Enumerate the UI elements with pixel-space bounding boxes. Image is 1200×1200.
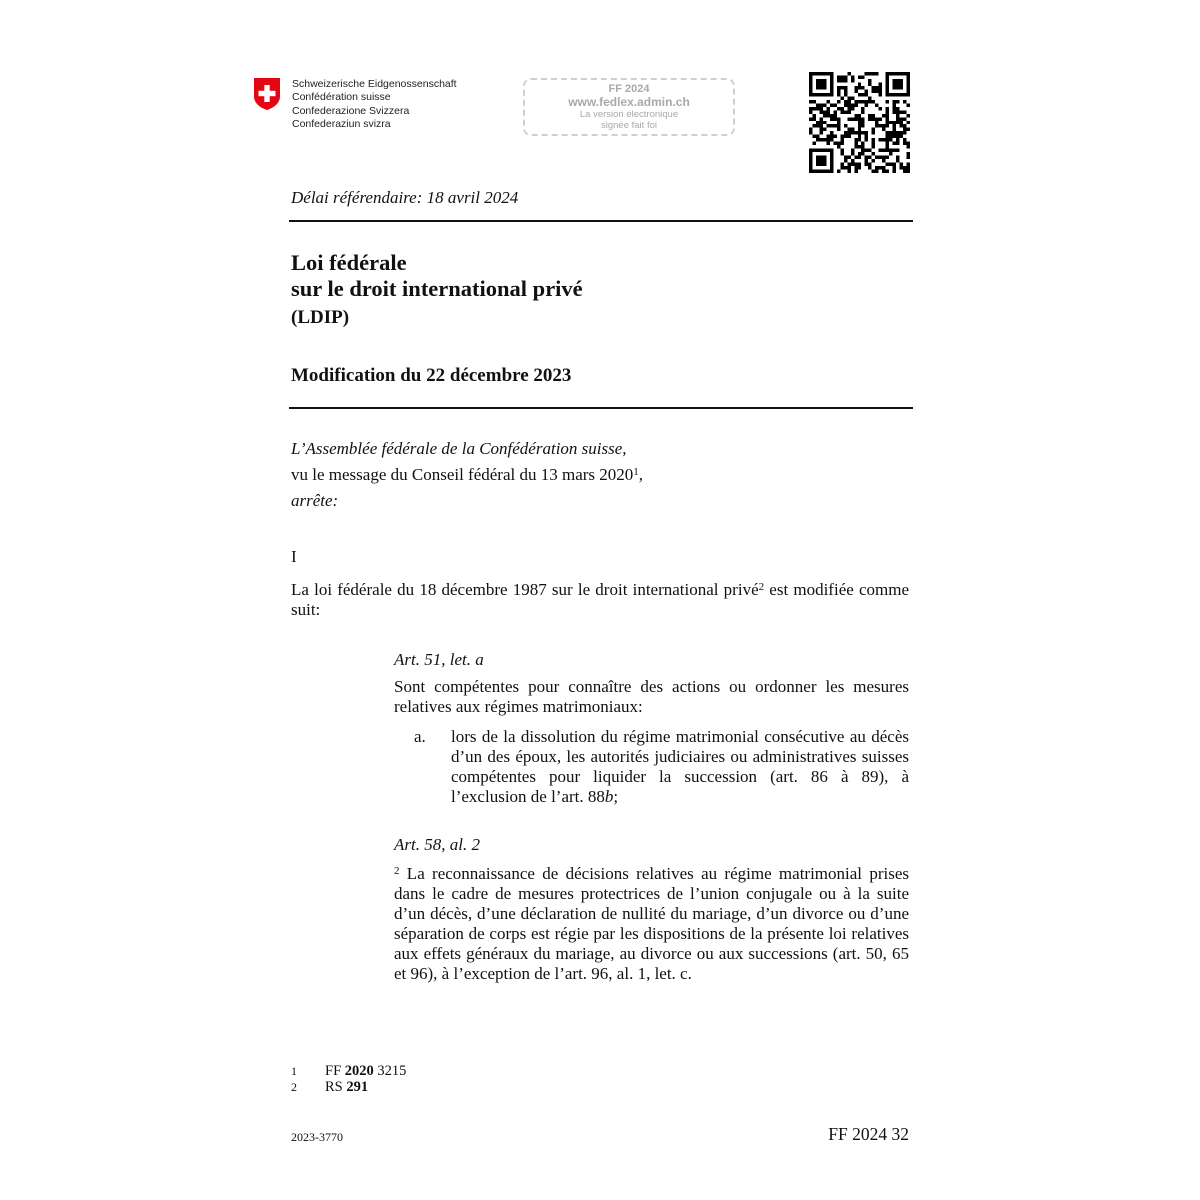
section-intro-end: est modifiée comme suit:	[291, 580, 910, 619]
preamble-message-text: vu le message du Conseil fédéral du 13 mars 2020	[291, 465, 634, 484]
page-reference: FF 2024 32	[828, 1124, 909, 1144]
preamble-message	[291, 465, 643, 485]
stamp-line-2: www.fedlex.admin.ch	[568, 95, 690, 109]
article-51-letter: a.	[414, 727, 426, 746]
footnote-ref-2[interactable]: 2	[758, 581, 765, 593]
letter-a-text: lors de la dissolution du régime matrimonial consécutive au décès d’un des époux, les autorités judiciaires ou administratives suisses compétentes pour liquider la succession (art. 86 à 89), à l’exclusion de l’art. 88	[451, 727, 909, 806]
footnote-1	[291, 1063, 406, 1079]
preamble-message-end: ,	[638, 465, 644, 484]
confederation-line-rm: Confederaziun svizra	[292, 117, 391, 130]
footnote-suffix: 3215	[373, 1063, 407, 1079]
confederation-line-fr: Confédération suisse	[292, 91, 391, 104]
footnote-bold: 291	[346, 1079, 369, 1095]
article-58-text	[394, 864, 909, 984]
referendum-deadline: Délai référendaire: 18 avril 2024	[291, 188, 519, 207]
modification-date: Modification du 22 décembre 2023	[291, 365, 572, 386]
article-51-letter-text	[451, 727, 909, 807]
stamp-line-1: FF 2024	[608, 83, 650, 95]
title-line-2: sur le droit international privé	[291, 276, 583, 301]
section-intro-text: La loi fédérale du 18 décembre 1987 sur le droit international privé	[291, 580, 759, 599]
title-abbreviation: (LDIP)	[291, 307, 350, 328]
preamble-assembly: L’Assemblée fédérale de la Confédération suisse,	[291, 439, 627, 458]
footnote-number: 2	[291, 1080, 297, 1094]
preamble-decrees: arrête:	[291, 491, 339, 510]
confederation-names	[292, 78, 457, 131]
section-intro	[291, 580, 909, 620]
footnote-number: 1	[291, 1064, 297, 1078]
qr-code-icon	[809, 72, 910, 173]
footnote-bold: 2020	[344, 1063, 374, 1079]
letter-a-italic: b	[604, 787, 614, 806]
footnote-ref-1[interactable]: 1	[633, 466, 639, 478]
article-58-heading: Art. 58, al. 2	[394, 835, 480, 854]
section-numeral: I	[291, 547, 297, 566]
stamp-line-4: signée fait foi	[601, 120, 657, 131]
footnote-prefix: FF	[325, 1063, 345, 1079]
document-number: 2023-3770	[291, 1130, 343, 1144]
stamp-line-3: La version électronique	[579, 109, 679, 120]
confederation-line-it: Confederazione Svizzera	[292, 104, 410, 117]
publication-stamp	[523, 78, 735, 136]
paragraph-number: 2	[394, 865, 400, 877]
footnote-prefix: RS	[325, 1079, 347, 1095]
title-rule	[289, 407, 913, 409]
footnotes	[291, 1063, 406, 1095]
swiss-coat-of-arms-icon	[253, 77, 281, 111]
title-line-1: Loi fédérale	[291, 250, 407, 275]
article-51-text: Sont compétentes pour connaître des actions ou ordonner les mesures relatives aux régimes matrimoniaux:	[394, 677, 909, 716]
top-rule	[289, 220, 913, 222]
document-title	[291, 250, 583, 302]
article-51-heading: Art. 51, let. a	[394, 650, 484, 669]
confederation-line-de: Schweizerische Eidgenossenschaft	[292, 78, 457, 90]
article-58-body: La reconnaissance de décisions relatives au régime matrimonial prises dans le cadre de mesures protectrices de l’union conjugale ou à la suite d’un décès, d’une déclaration de nullité du mariage, d’un divorce ou d’une séparation de corps est régie par les dispositions de la présente loi relatives aux effets généraux du mariage, au divorce ou aux successions (art. 50, 65 et 96), à l’exception de l’art. 96, al. 1, let. c.	[394, 864, 909, 983]
letter-a-end: ;	[613, 787, 619, 806]
footnote-2	[291, 1079, 406, 1095]
